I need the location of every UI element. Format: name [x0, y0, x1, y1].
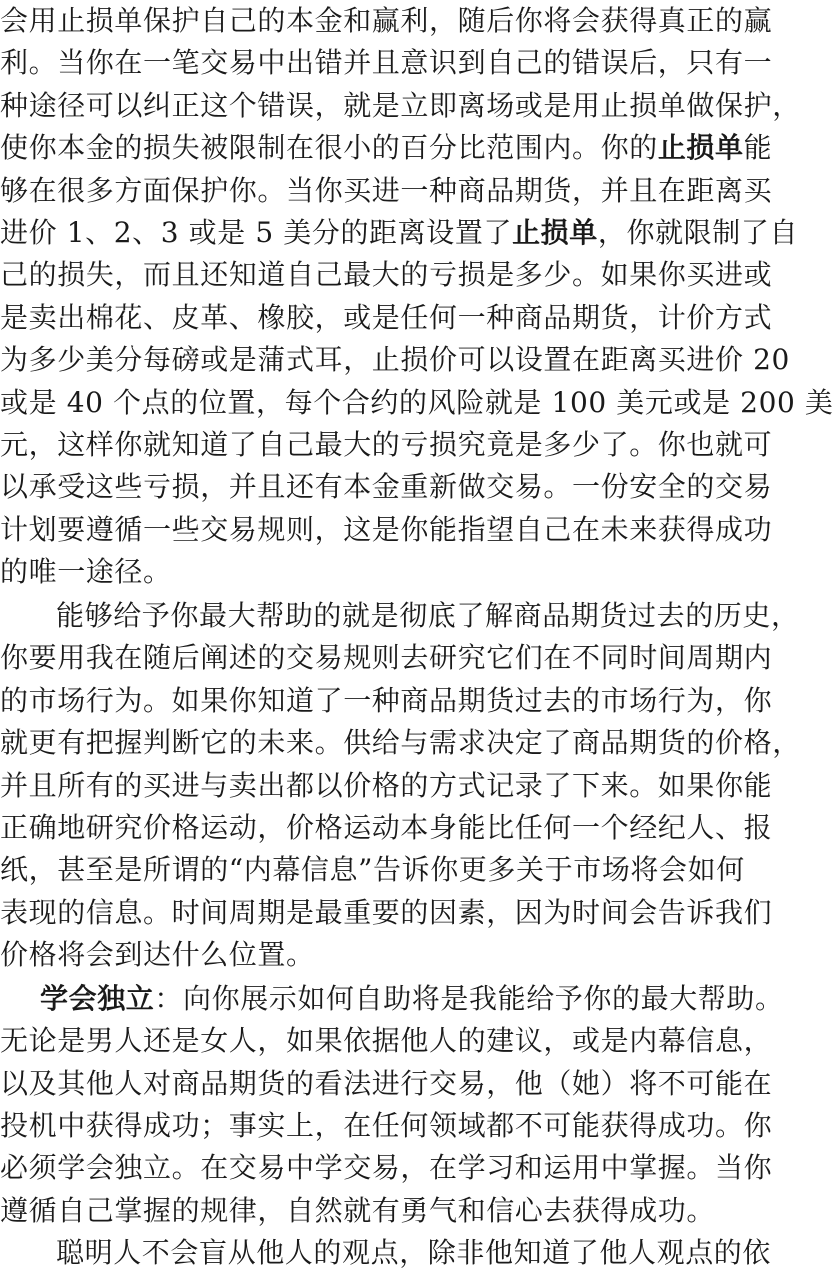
text-segment: 必须学会独立。在交易中学交易，在学习和运用中掌握。当你	[0, 1151, 773, 1184]
text-line	[0, 42, 773, 84]
text-line	[0, 466, 773, 508]
text-segment: 的市场行为。如果你知道了一种商品期货过去的市场行为，你	[0, 684, 773, 717]
text-segment: 的唯一途径。	[0, 555, 172, 588]
text-segment: 表现的信息。时间周期是最重要的因素，因为时间会告诉我们	[0, 896, 773, 929]
text-segment: 或是 40 个点的位置，每个合约的风险就是 100 美元或是 200 美	[0, 386, 834, 419]
text-line	[0, 297, 773, 339]
text-line	[0, 722, 801, 764]
text-segment: 为多少美分每磅或是蒲式耳，止损价可以设置在距离买进价 20	[0, 343, 790, 376]
text-segment: 并且所有的买进与卖出都以价格的方式记录了下来。如果你能	[0, 769, 773, 802]
text-line	[0, 551, 758, 593]
text-segment: 使你本金的损失被限制在很小的百分比范围内。你的	[0, 131, 658, 164]
text-line	[0, 424, 773, 466]
text-line	[0, 680, 773, 722]
text-segment: 遵循自己掌握的规律，自然就有勇气和信心去获得成功。	[0, 1194, 716, 1227]
text-line	[0, 595, 814, 637]
text-line	[0, 1190, 758, 1232]
bold-term: 学会独立	[40, 982, 155, 1015]
text-line	[0, 978, 798, 1020]
text-segment: 聪明人不会盲从他人的观点，除非他知道了他人观点的依	[56, 1236, 772, 1269]
text-line	[0, 127, 773, 169]
text-line	[0, 0, 773, 42]
text-segment: 以及其他人对商品期货的看法进行交易，他（她）将不可能在	[0, 1067, 773, 1100]
text-segment: 无论是男人还是女人，如果依据他人的建议，或是内幕信息，	[0, 1024, 773, 1057]
text-line	[0, 339, 790, 381]
bold-term: 止损单	[512, 216, 598, 249]
text-line	[0, 85, 801, 127]
text-segment: 能	[743, 131, 773, 164]
text-segment: 够在很多方面保护你。当你买进一种商品期货，并且在距离买	[0, 174, 773, 207]
text-line	[0, 170, 773, 212]
text-line	[0, 765, 773, 807]
text-segment: 以承受这些亏损，并且还有本金重新做交易。一份安全的交易	[0, 470, 773, 503]
text-segment: 种途径可以纠正这个错误，就是立即离场或是用止损单做保护，	[0, 89, 801, 122]
text-line	[0, 807, 773, 849]
text-segment: 计划要遵循一些交易规则，这是你能指望自己在未来获得成功	[0, 513, 773, 546]
text-segment: 纸，甚至是所谓的“内幕信息”告诉你更多关于市场将会如何	[0, 853, 745, 886]
text-line	[0, 1232, 814, 1274]
text-segment: 元，这样你就知道了自己最大的亏损究竟是多少了。你也就可	[0, 428, 773, 461]
bold-term: 止损单	[657, 131, 744, 164]
text-line	[0, 892, 773, 934]
text-segment: 利。当你在一笔交易中出错并且意识到自己的错误后，只有一	[0, 46, 773, 79]
text-line	[0, 934, 758, 976]
text-segment: 进价 1、2、3 或是 5 美分的距离设置了	[0, 216, 513, 249]
text-line	[0, 509, 773, 551]
text-segment: 投机中获得成功；事实上，在任何领域都不可能获得成功。你	[0, 1109, 773, 1142]
text-segment: 能够给予你最大帮助的就是彻底了解商品期货过去的历史，	[56, 599, 800, 632]
text-line	[0, 849, 758, 891]
text-segment: 是卖出棉花、皮革、橡胶，或是任何一种商品期货，计价方式	[0, 301, 773, 334]
text-line	[0, 382, 834, 424]
text-segment: 正确地研究价格运动，价格运动本身能比任何一个经纪人、报	[0, 811, 773, 844]
text-segment: 就更有把握判断它的未来。供给与需求决定了商品期货的价格，	[0, 726, 801, 759]
text-segment: ：向你展示如何自助将是我能给予你的最大帮助。	[154, 982, 784, 1015]
text-line	[0, 1063, 773, 1105]
text-line	[0, 254, 773, 296]
text-line	[0, 1147, 773, 1189]
text-line	[0, 1105, 773, 1147]
text-line	[0, 1020, 773, 1062]
text-segment: 你要用我在随后阐述的交易规则去研究它们在不同时间周期内	[0, 641, 773, 674]
text-line	[0, 212, 799, 254]
text-segment: 价格将会到达什么位置。	[0, 938, 315, 971]
text-line	[0, 637, 773, 679]
text-segment: 己的损失，而且还知道自己最大的亏损是多少。如果你买进或	[0, 258, 773, 291]
text-segment: ，你就限制了自	[597, 216, 799, 249]
text-segment: 会用止损单保护自己的本金和赢利，随后你将会获得真正的赢	[0, 4, 773, 37]
